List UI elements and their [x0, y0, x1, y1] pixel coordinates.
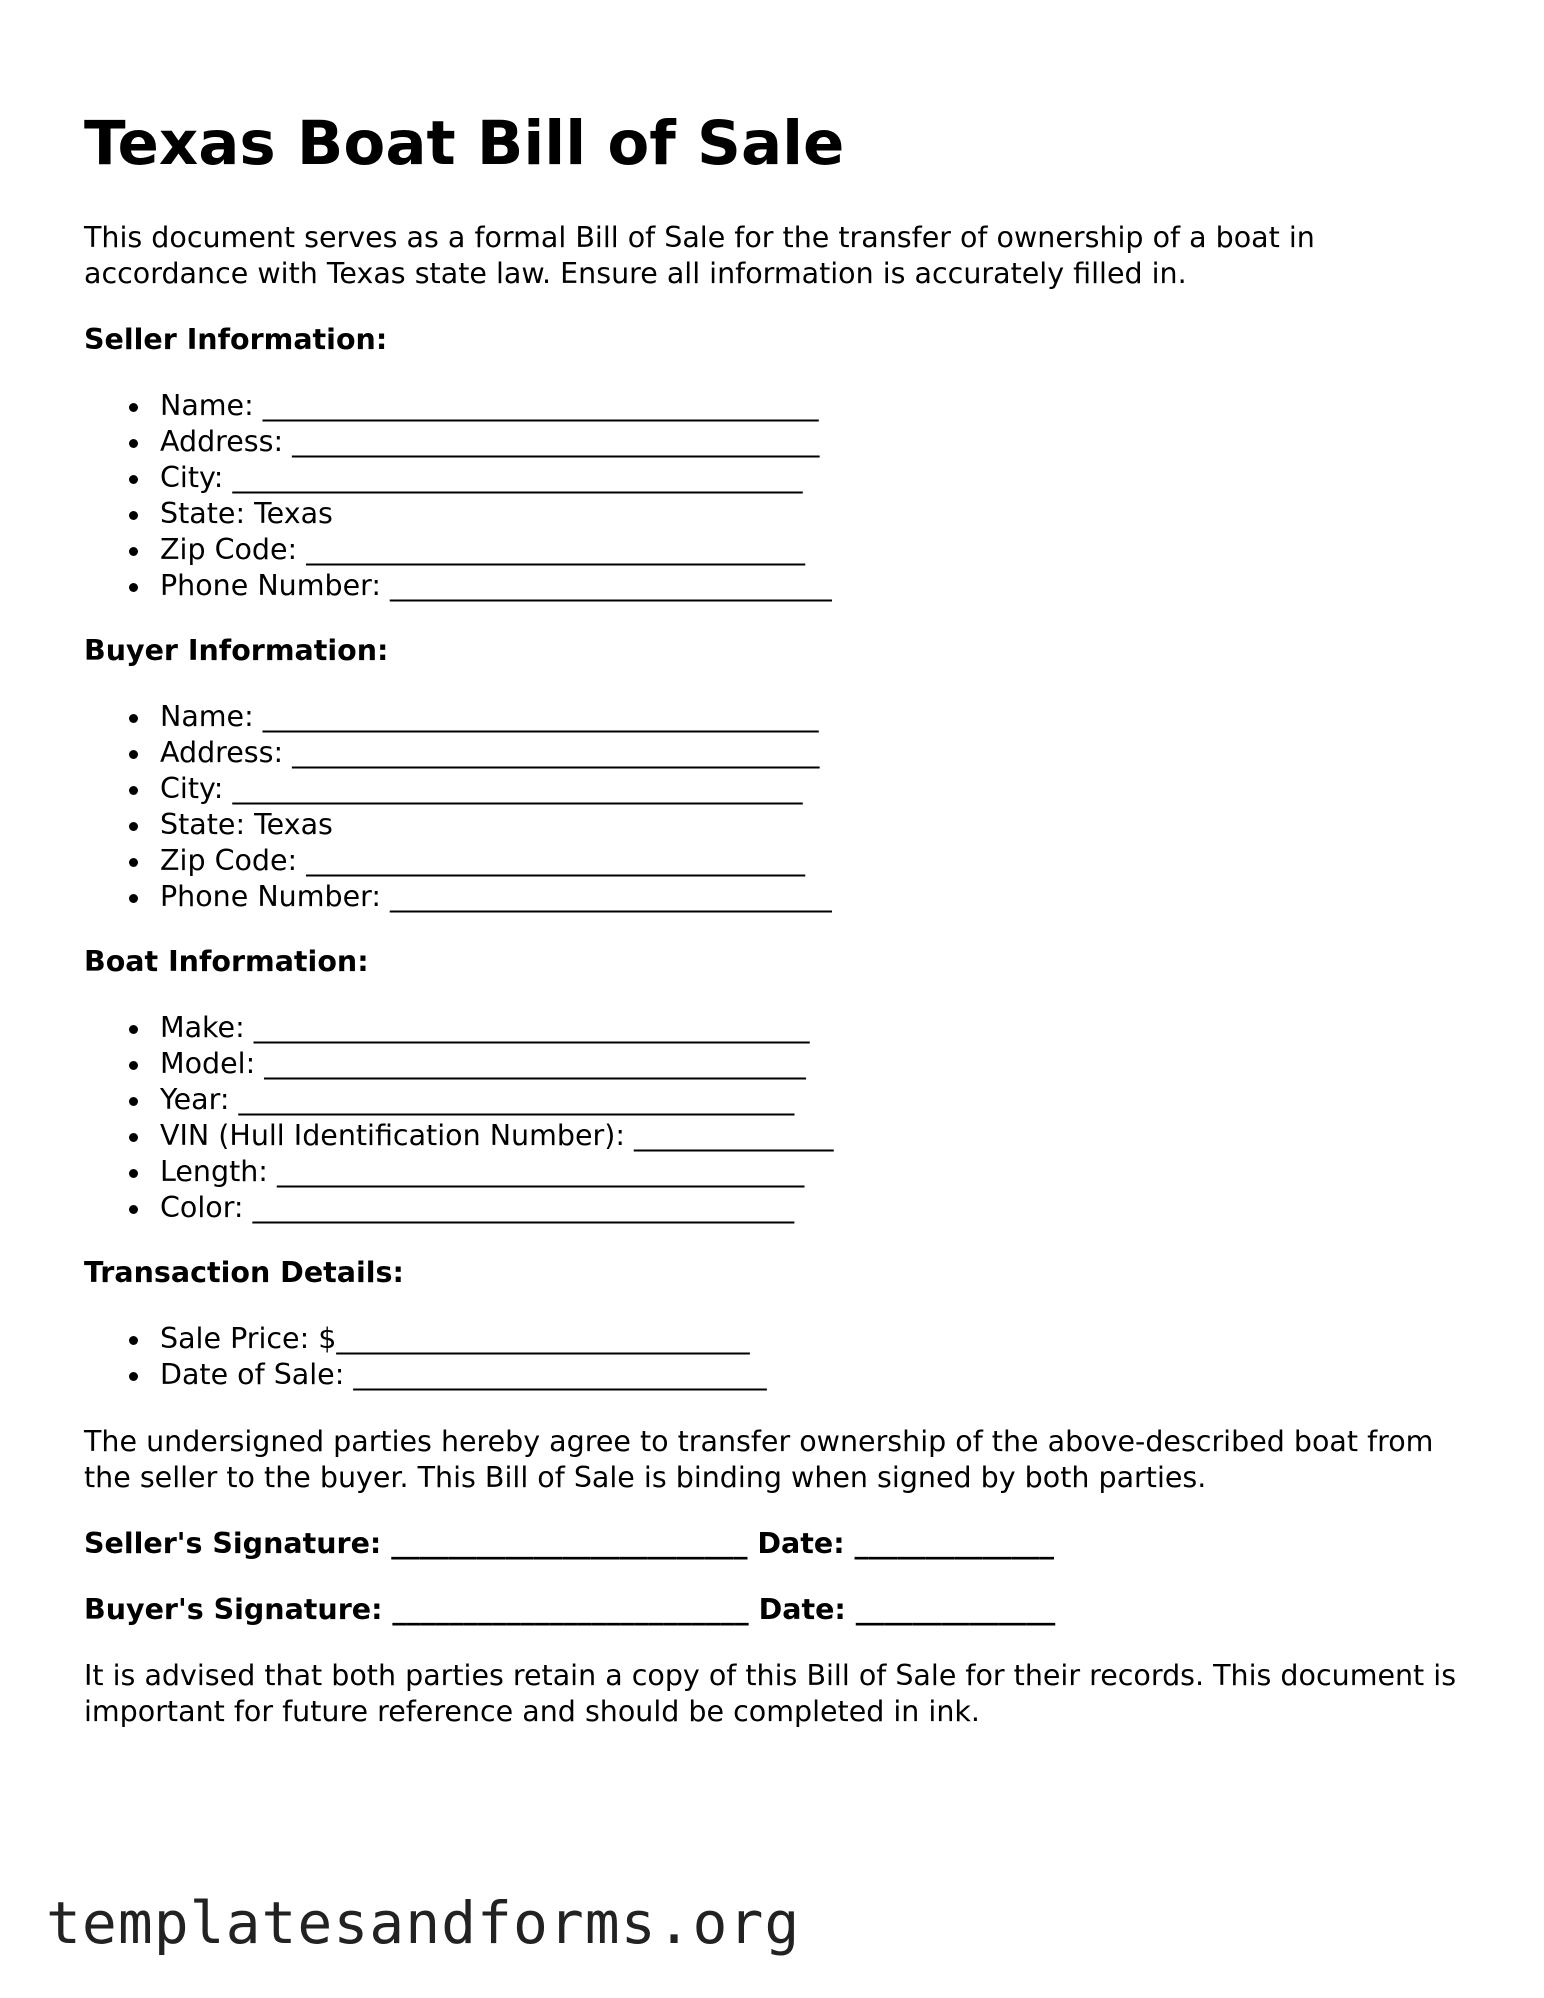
closing-paragraph: It is advised that both parties retain a copy of this Bill of Sale for their records. This document is important for future reference and should be completed in ink.: [84, 1659, 1457, 1728]
intro-block: [84, 220, 1474, 292]
watermark-text: templatesandforms.org: [46, 1889, 801, 1957]
seller-list-block: [84, 388, 832, 604]
seller-heading: Seller Information:: [84, 323, 388, 356]
seller-section: [84, 322, 387, 358]
seller-list: [84, 388, 832, 604]
buyer-city-field: City: ________________________________________: [84, 771, 832, 807]
seller-address-field: Address: _____________________________________: [84, 424, 832, 460]
boat-vin-field: VIN (Hull Identification Number): ______________: [84, 1118, 833, 1154]
boat-year-field: Year: _______________________________________: [84, 1082, 833, 1118]
seller-city-field: City: ________________________________________: [84, 460, 832, 496]
agreement-paragraph: The undersigned parties hereby agree to transfer ownership of the above-described boat from the seller to the buyer. This Bill of Sale is binding when signed by both parties.: [84, 1425, 1434, 1494]
page-title: Texas Boat Bill of Sale: [84, 108, 845, 179]
buyer-name-field: Name: _______________________________________: [84, 699, 832, 735]
buyer-zip-field: Zip Code: ___________________________________: [84, 843, 832, 879]
intro-paragraph: This document serves as a formal Bill of Sale for the transfer of ownership of a boat in accordance with Texas state law. Ensure all information is accurately filled in.: [84, 221, 1315, 290]
transaction-section: [84, 1255, 404, 1291]
buyer-phone-field: Phone Number: _______________________________: [84, 879, 832, 915]
buyer-section: [84, 633, 388, 669]
boat-heading: Boat Information:: [84, 945, 369, 978]
boat-section: [84, 944, 369, 980]
buyer-signature-line: Buyer's Signature: _________________________ Date: ______________: [84, 1593, 1056, 1626]
buyer-address-field: Address: _____________________________________: [84, 735, 832, 771]
seller-phone-field: Phone Number: _______________________________: [84, 568, 832, 604]
agreement-block: [84, 1424, 1474, 1496]
date-of-sale-field: Date of Sale: _____________________________: [84, 1357, 767, 1393]
boat-model-field: Model: ______________________________________: [84, 1046, 833, 1082]
closing-block: [84, 1658, 1474, 1730]
boat-color-field: Color: ______________________________________: [84, 1190, 833, 1226]
seller-signature-line: Seller's Signature: _________________________ Date: ______________: [84, 1527, 1055, 1560]
seller-name-field: Name: _______________________________________: [84, 388, 832, 424]
sale-price-field: Sale Price: $_____________________________: [84, 1321, 767, 1357]
boat-length-field: Length: _____________________________________: [84, 1154, 833, 1190]
transaction-list: [84, 1321, 767, 1393]
buyer-heading: Buyer Information:: [84, 634, 389, 667]
transaction-heading: Transaction Details:: [84, 1256, 404, 1289]
boat-make-field: Make: _______________________________________: [84, 1010, 833, 1046]
seller-signature-block: [84, 1526, 1054, 1562]
seller-state-field: State: Texas: [84, 496, 832, 532]
buyer-signature-block: [84, 1592, 1055, 1628]
transaction-list-block: [84, 1321, 767, 1393]
buyer-list: [84, 699, 832, 915]
buyer-state-field: State: Texas: [84, 807, 832, 843]
boat-list-block: [84, 1010, 833, 1226]
seller-zip-field: Zip Code: ___________________________________: [84, 532, 832, 568]
buyer-list-block: [84, 699, 832, 915]
boat-list: [84, 1010, 833, 1226]
